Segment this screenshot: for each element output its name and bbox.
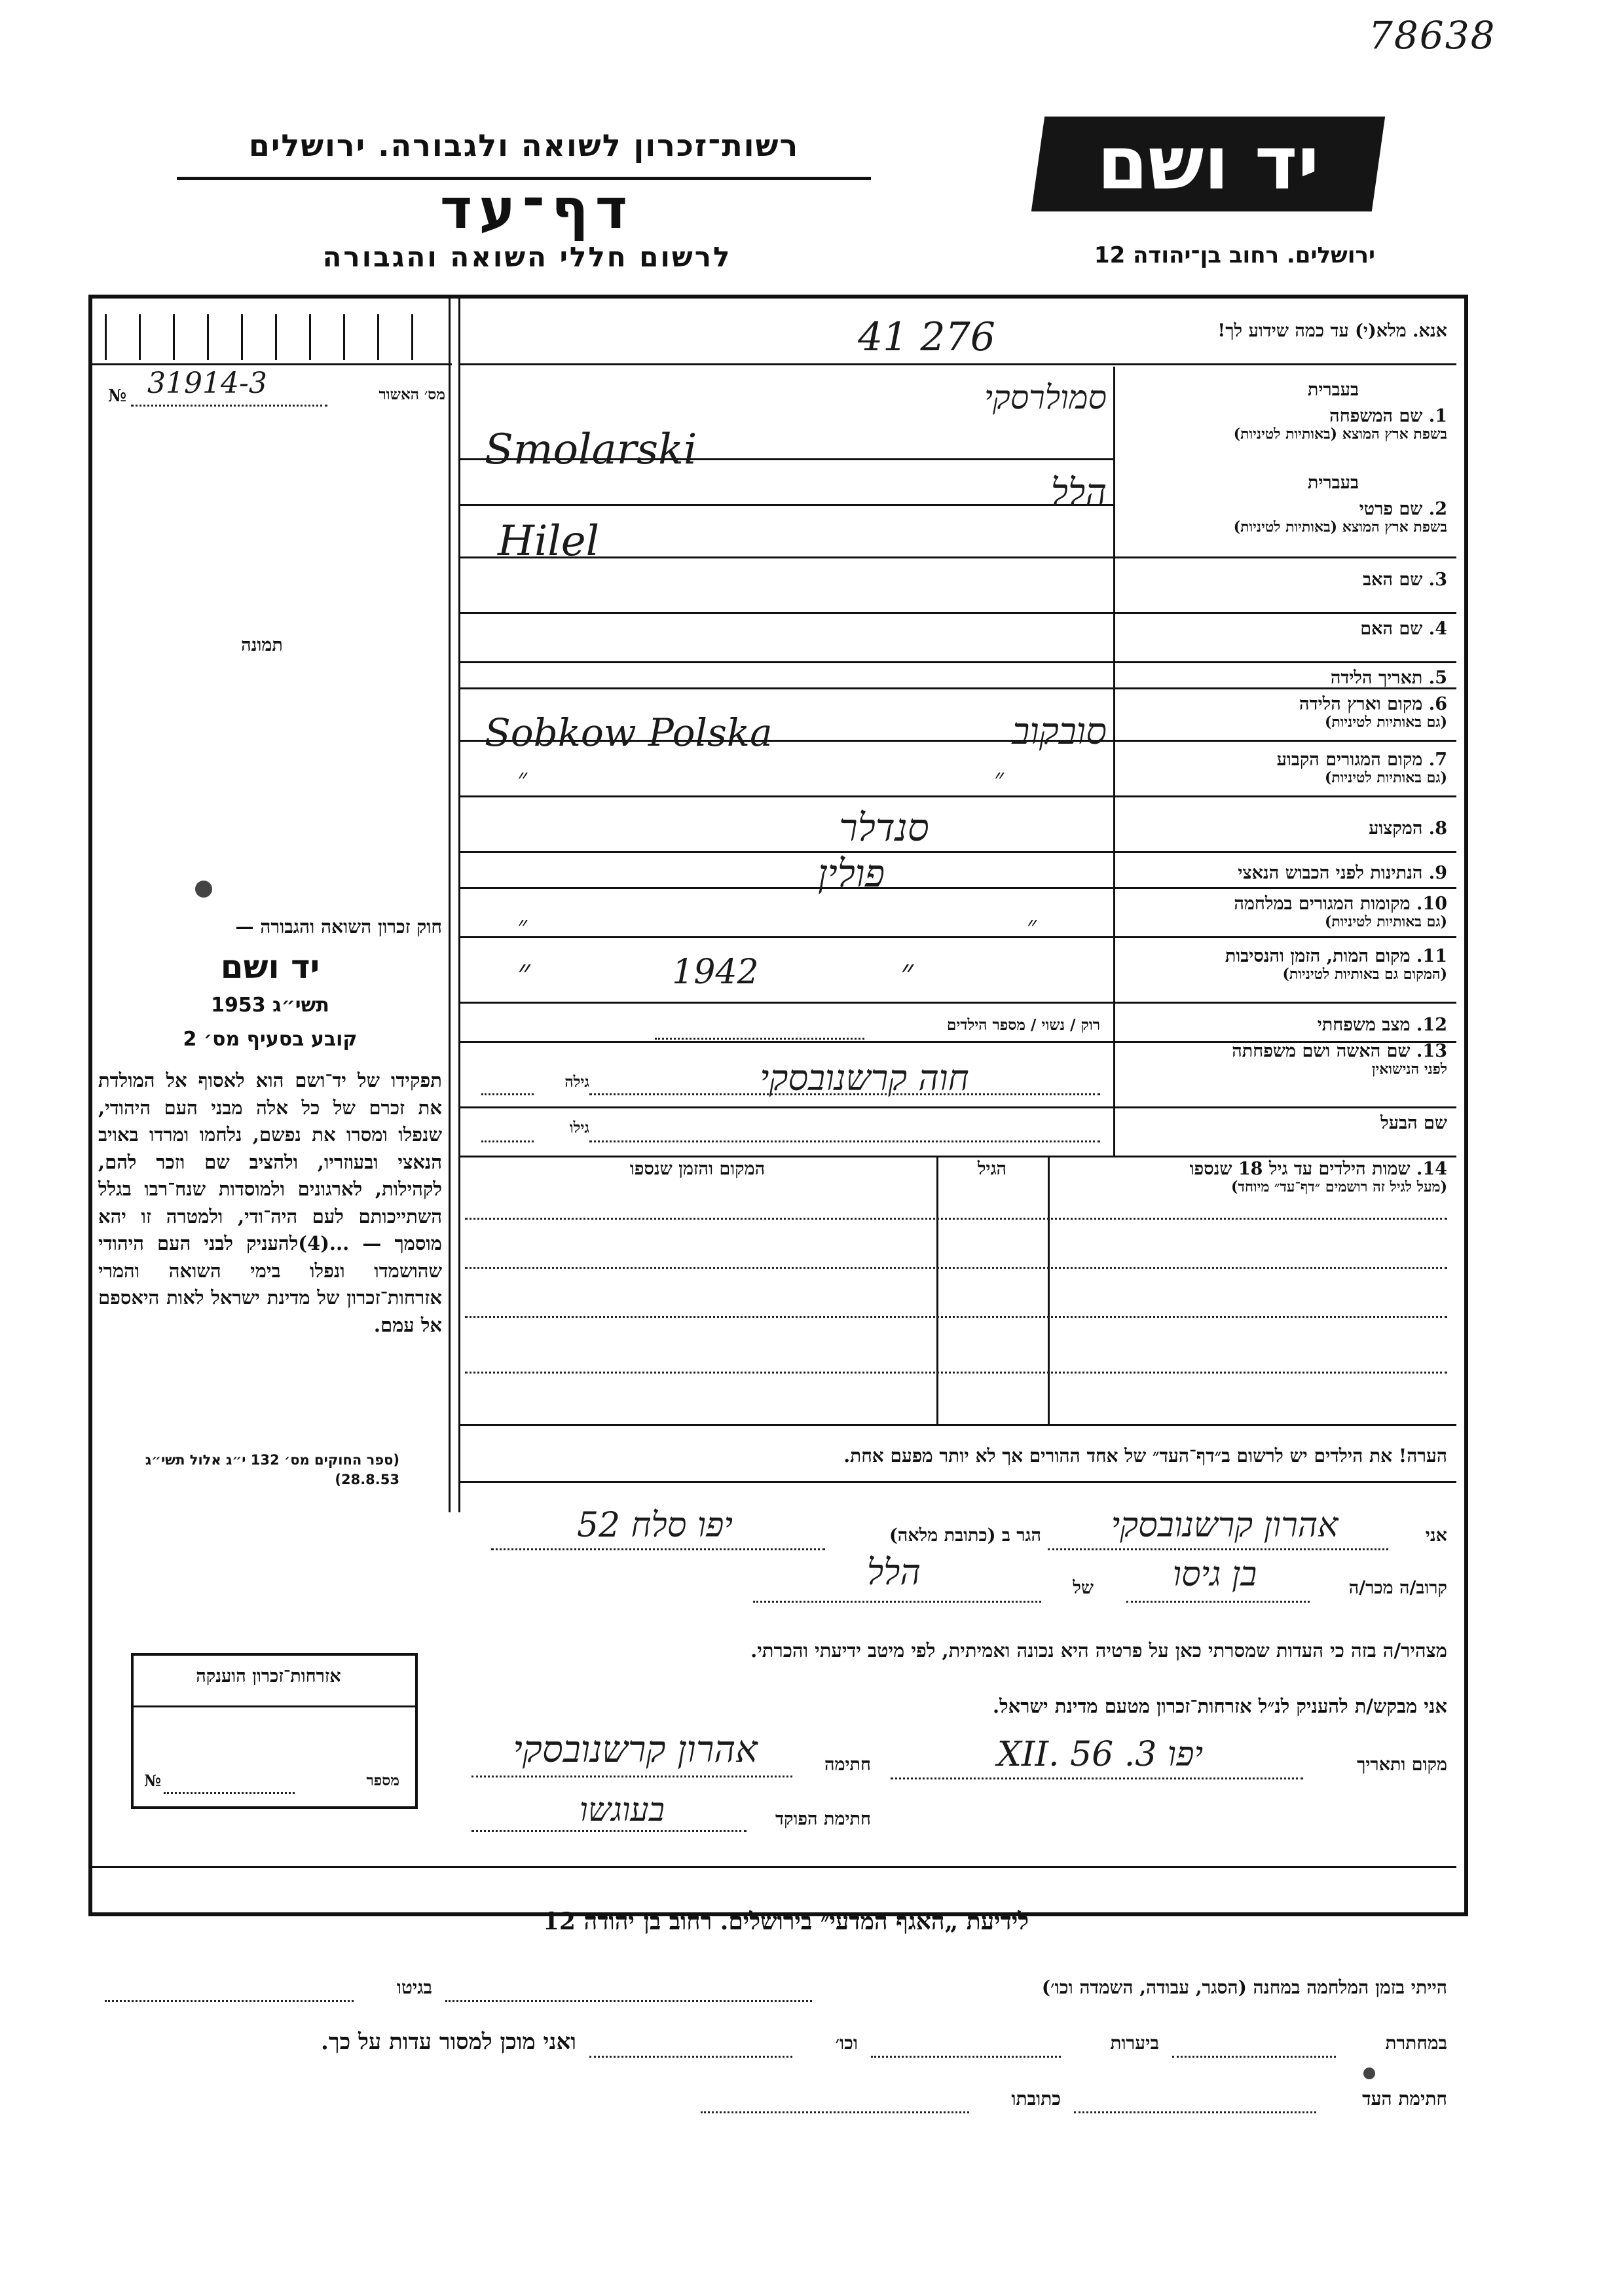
decl-name-dots [1048,1548,1388,1550]
field-9-number: 9. [1428,863,1447,883]
label-column-divider [1113,367,1115,1156]
field-2-name: שם פרטי [1359,499,1423,519]
wife-age-dots [481,1093,534,1095]
children-title: שמות הילדים עד גיל 18 שנספו [1189,1159,1411,1179]
value-column-left [458,298,460,1512]
request-number: 41 276 [858,314,995,360]
husband-age-dots [481,1140,534,1142]
wife-name-dots [589,1093,1100,1095]
note-top-rule [458,1424,1456,1426]
decl-name: אהרון קרשנובסקי [1111,1506,1338,1545]
signature-dots [471,1776,792,1777]
footer-line2-dots-a [1172,2056,1336,2058]
field-3-name: שם האב [1363,570,1423,590]
decl-relation-dots [1126,1601,1310,1603]
field-13-value: חוה קרשנובסקי [760,1057,969,1099]
officer-signature: בעוגשו [580,1791,665,1829]
field-6-value-latin: Sobkow Polska [485,710,773,755]
row-rule-14 [458,1106,1456,1108]
row-rule-12 [458,1002,1456,1004]
field-9-label [1126,863,1447,883]
authority-name: רשות־זכרון לשואה ולגבורה. ירושלים [248,128,800,163]
child-row-2 [465,1267,1447,1269]
citizenship-box-rule [134,1705,415,1707]
field-10-value: ״ ״ [517,911,1037,941]
field-13-sub: לפני הנישואין [1371,1061,1447,1078]
footer-line1-dots-a [445,2000,812,2002]
field-2-number: 2. [1428,499,1447,519]
place-date-dots [891,1777,1303,1779]
footer-line2-c: וכו׳ [835,2032,858,2054]
field-12-label [1126,1015,1447,1035]
field-9-name: הנתינות לפני הכבוש הנאצי [1238,863,1423,883]
field-2-value-latin: Hilel [498,517,600,566]
field-1-name: שם המשפחה [1329,406,1423,426]
footer-line2-dots-c [589,2056,792,2058]
decl-address: יפו סלח 52 [576,1506,733,1545]
field-6-value-he: סובקוב [1012,710,1107,753]
field-13-number: 13. [1416,1041,1447,1061]
footer-heading: לידיעת „האגף המדעי״ בירושלים. רחוב בן־יהודה 12 [542,1908,1029,1935]
officer-label: חתימת הפוקד [775,1809,871,1829]
hebrew-label-2: בעברית [1307,473,1359,493]
field-11-number: 11. [1416,946,1447,966]
hebrew-label-1: בעברית [1307,380,1359,400]
seal-dot [195,881,212,898]
field-9-value: פולין [817,851,885,896]
footer-line2-dots-b [871,2056,1061,2058]
field-4-name: שם האם [1360,619,1423,639]
field-7-name: מקום המגורים הקבוע [1276,750,1423,770]
footer-line1-b: בגיטו [396,1977,432,1998]
approval-number: 31914-3 [147,367,267,400]
decl-relative: קרוב/ה מכר/ה [1348,1578,1447,1598]
approval-dots [131,405,327,407]
field-6-name: מקום וארץ הלידה [1299,694,1423,714]
footer-rule [92,1866,1456,1868]
field-5-number: 5. [1428,668,1447,688]
footer-line3-dots-a [1074,2111,1316,2113]
photo-label: תמונה [241,635,283,655]
field-7-number: 7. [1428,750,1447,770]
footer-line1-a: הייתי בזמן המלחמה במחנה (הסגר, עבודה, השמדה וכו׳) [1041,1977,1447,1998]
row-rule-4 [458,612,1456,614]
field-3-number: 3. [1428,570,1447,590]
law-clause: קובע בסעיף מס׳ 2 [183,1028,358,1051]
field-7-value: ״ ״ [517,763,1005,793]
field-13-label [1126,1041,1447,1078]
husband-label: שם הבעל [1380,1113,1447,1133]
field-11-name: מקום המות, הזמן והנסיבות [1225,946,1411,966]
approval-label: מס׳ האשור [378,386,445,403]
logo-text: יד ושם [1097,121,1320,206]
field-2-sub: בשפת ארץ המוצא (באותיות לטיניות) [1233,519,1447,536]
form-title: דף־עד [439,177,635,241]
row-rule-0 [458,363,1456,365]
left-column-divider [449,298,451,1512]
left-top-rule [92,363,452,365]
archive-number: 78638 [1369,13,1496,58]
field-12-name: מצב משפחתי [1317,1015,1411,1035]
field-12-value: רוק / נשוי / מספר הילדים [947,1016,1100,1034]
field-10-label [1126,894,1447,930]
field-13-name: שם האשה ושם משפחתה [1232,1041,1411,1061]
footer-line2-b: ביערות [1110,2032,1159,2054]
place-date: יפו 3. XII. 56 [997,1735,1204,1774]
children-col-place: המקום והזמן שנספו [629,1159,766,1179]
field-5-label [1126,668,1447,688]
note-text: הערה! את הילדים יש לרשום ב״דף־העד״ של אחד ההורים אך לא יותר מפעם אחת. [843,1445,1447,1467]
place-date-label: מקום ותאריך [1357,1755,1447,1775]
field-2-value-he: הלל [1050,471,1107,514]
field-2-label [1126,499,1447,536]
child-row-3 [465,1316,1447,1318]
footer-dot [1363,2068,1375,2079]
row-rule-10 [458,887,1456,889]
children-col-age: הגיל [977,1159,1007,1179]
number-boxes [105,314,445,360]
field-4-label [1126,619,1447,639]
children-number: 14. [1416,1159,1447,1179]
decl-resides: הגר ב (כתובת מלאה) [889,1525,1041,1546]
children-col-2 [936,1156,938,1424]
citizenship-dots [164,1792,295,1794]
field-5-name: תאריך הלידה [1330,668,1423,688]
children-sub: (מעל לגיל זה רושמים ״דף־עד״ מיוחד) [1230,1178,1447,1196]
approval-no-prefix: № [108,386,127,406]
field-1-number: 1. [1428,406,1447,426]
law-name: יד ושם [220,948,320,986]
row-rule-3 [458,556,1456,558]
child-row-1 [465,1218,1447,1220]
child-row-4 [465,1372,1447,1374]
decl-of-dots [753,1601,1041,1603]
field-1-value-he: סמולרסקי [984,378,1107,416]
field-8-number: 8. [1428,818,1447,839]
field-11-sub: (המקום גם באותיות לטיניות) [1282,966,1447,983]
field-10-sub: (גם באותיות לטיניות) [1324,913,1447,931]
field-10-name: מקומות המגורים במלחמה [1234,894,1411,914]
decl-statement: מצהיר/ה בזה כי העדות שמסרתי כאן על פרטיה היא נכונה ואמיתית, לפי מיטב ידיעתי והכרתי. [750,1639,1447,1662]
law-title: חוק זכרון השואה והגבורה — [235,916,442,938]
decl-i-am: אני [1425,1525,1447,1546]
note-bottom-rule [458,1481,1456,1483]
field-1-sub: בשפת ארץ המוצא (באותיות לטיניות) [1233,426,1447,443]
field-11-value: ״ 1942 ״ [517,953,913,992]
field-10-number: 10. [1416,894,1447,914]
field-6-label [1126,694,1447,731]
decl-request: אני מבקש/ת להעניק לנ״ל אזרחות־זכרון מטעם מדינת ישראל. [993,1695,1447,1717]
footer-line2-a: במחתרת [1385,2032,1447,2054]
signature-label: חתימה [824,1755,871,1775]
decl-relation: בן גיסו [1172,1555,1257,1594]
decl-of-name: הלל [866,1552,921,1593]
row-rule-5 [458,661,1456,663]
decl-of: של [1073,1578,1094,1598]
law-text: תפקידו של יד־ושם הוא לאסוף אל המולדת את זכרם של כל אלה מבני העם היהודי, שנפלו ומסרו את נפשם, נלחמו ומרדו באויב הנאצי ובעוזריו, ולהציב שם וזכר להם, לקהילות, לארגונים ולמוסדות שנח־רבו בגלל השתייכותם לעם היה־ודי, ולמטרה זו יהא מוסמך — ...(4)להעניק לבני העם היהודי שהושמדו ונפלו בימי השואה והמרי אזרחות־זכרון של מדינת ישראל לאות היאספם אל עמם. [98,1069,442,1336]
field-7-sub: (גם באותיות לטיניות) [1324,769,1447,787]
children-label [1054,1159,1447,1195]
footer-line3-b: כתובתו [1011,2088,1061,2109]
field-4-number: 4. [1428,619,1447,639]
field-8-value: סנדלר [839,805,929,850]
husband-age-label: גילו [569,1119,589,1137]
field-8-label [1126,818,1447,839]
husband-name-dots [589,1140,1100,1142]
field-12-number: 12. [1416,1015,1447,1035]
field-6-sub: (גם באותיות לטיניות) [1324,714,1447,731]
form-subtitle: לרשום חללי השואה והגבורה [322,241,732,273]
law-year: תשי״ג 1953 [211,994,329,1017]
citizenship-no-prefix: № [144,1771,162,1790]
request-text: אנא. מלא(י) עד כמה שידוע לך! [1217,321,1447,341]
signature: אהרון קרשנובסקי [513,1728,758,1771]
citizenship-number-label: מספר [366,1772,399,1789]
field-8-name: המקצוע [1369,818,1423,839]
footer-line1-dots-b [105,2000,354,2002]
children-col-1 [1048,1156,1050,1424]
footer-line3-a: חתימת העד [1362,2088,1447,2109]
field-1-value-latin: Smolarski [485,426,697,474]
wife-age-label: גילה [564,1073,589,1091]
footer-line3-dots-b [701,2111,969,2113]
field-11-label [1126,946,1447,983]
header-address: ירושלים. רחוב בן־יהודה 12 [1094,242,1375,268]
decl-address-dots [491,1548,825,1550]
footer-line2-d: ואני מוכן למסור עדות על כך. [321,2029,576,2055]
field-1-label [1126,406,1447,443]
children-top-rule [458,1156,1456,1157]
field-3-label [1126,570,1447,590]
citizenship-box-title: אזרחות־זכרון הוענקה [196,1666,341,1686]
officer-dots [471,1830,747,1832]
field-12-dots [655,1038,864,1040]
row-rule-9 [458,851,1456,853]
law-source: (ספר החוקים מס׳ 132 י״ג אלול תשי״ג 28.8.53) [145,1452,399,1487]
field-7-label [1126,750,1447,786]
field-6-number: 6. [1428,694,1447,714]
row-rule-8 [458,795,1456,797]
